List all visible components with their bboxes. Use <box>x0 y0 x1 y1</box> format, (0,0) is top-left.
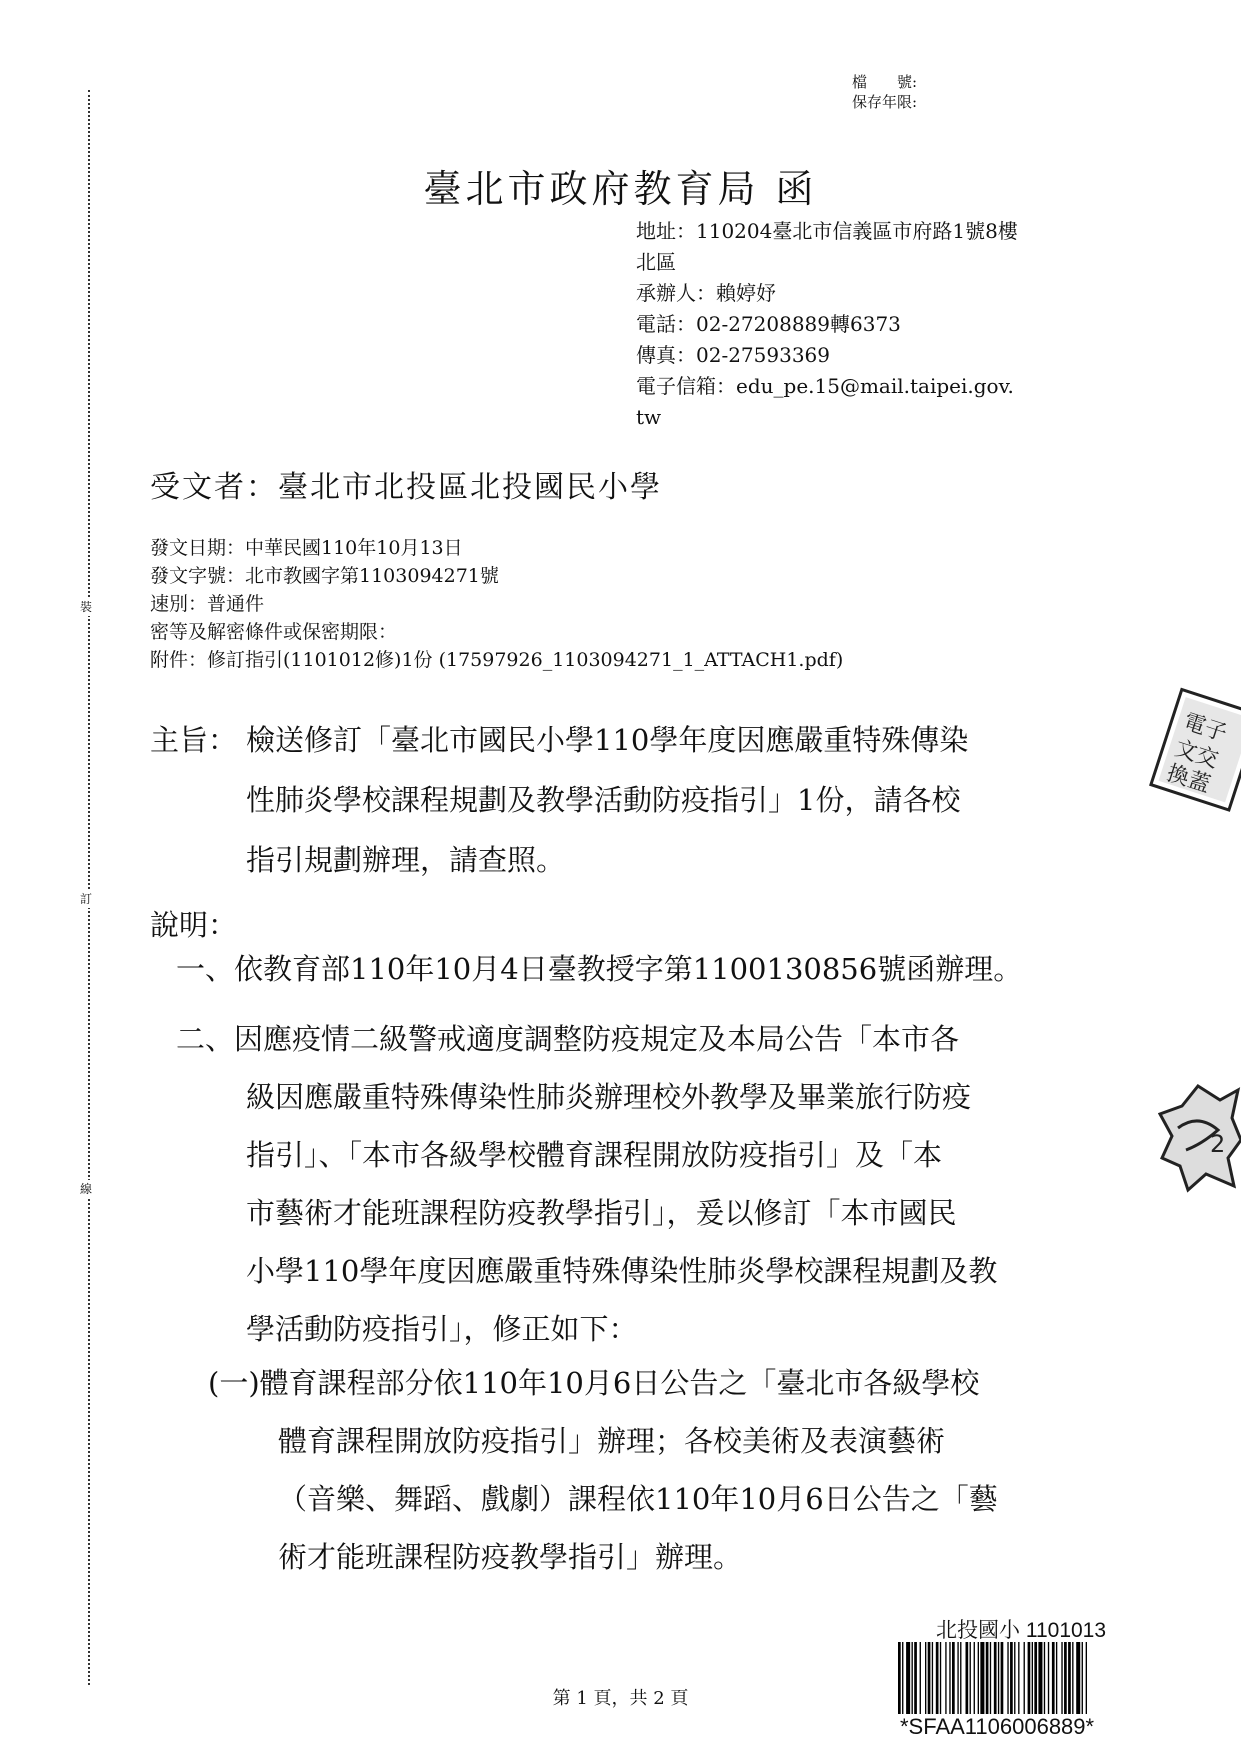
svg-text:文交: 文交 <box>1171 736 1222 774</box>
address: 地址：110204臺北市信義區市府路1號8樓 <box>636 219 1018 243</box>
barcode-bar <box>1024 1642 1025 1714</box>
barcode-bar <box>1064 1642 1067 1714</box>
barcode-bar <box>1068 1642 1071 1714</box>
barcode-bar <box>936 1642 939 1714</box>
file-meta <box>852 72 917 112</box>
handler: 承辦人：賴婷妤 <box>636 281 776 305</box>
sub1-line: (一)體育課程部分依110年10月6日公告之「臺北市各級學校 <box>208 1366 980 1400</box>
document-title: 臺北市政府教育局 函 <box>423 167 818 211</box>
security-level: 密等及解密條件或保密期限： <box>150 621 398 643</box>
item2-line: 學活動防疫指引」，修正如下： <box>246 1312 638 1346</box>
issuance-info <box>150 534 843 674</box>
barcode-bar <box>1056 1642 1057 1714</box>
binding-mark-zhuang: 裝 <box>80 600 93 614</box>
barcode-number: *SFAA1106006889* <box>900 1714 1095 1739</box>
seal-stamp-number: 2 <box>1210 1130 1226 1158</box>
description-label: 說明： <box>150 908 238 942</box>
barcode-bar <box>994 1642 997 1714</box>
barcode-bar <box>1052 1642 1055 1714</box>
description-item-1: 一、依教育部110年10月4日臺教授字第1100130856號函辦理。 <box>176 952 1023 986</box>
barcode-bar <box>945 1642 946 1714</box>
barcode-bar <box>925 1642 926 1714</box>
item2-line: 市藝術才能班課程防疫教學指引」，爰以修訂「本市國民 <box>246 1196 957 1230</box>
barcode-bar <box>1044 1642 1045 1714</box>
barcode-bar <box>940 1642 941 1714</box>
retention-label: 保存年限: <box>852 93 918 111</box>
binding-dotted-line <box>88 90 100 1685</box>
binding-mark-ding: 訂 <box>80 892 93 906</box>
barcode-bar <box>1076 1642 1080 1714</box>
speed: 速別：普通件 <box>150 593 265 615</box>
barcode-bar <box>986 1642 989 1714</box>
barcode-bar <box>1032 1642 1033 1714</box>
barcode-bar <box>1010 1642 1013 1714</box>
svg-text:換蓋: 換蓋 <box>1163 760 1214 799</box>
barcode-bar <box>914 1642 917 1714</box>
subject-line: 指引規劃辦理，請查照。 <box>246 843 566 877</box>
sub1-line: 術才能班課程防疫教學指引」辦理。 <box>278 1540 743 1574</box>
barcode-bar <box>974 1642 975 1714</box>
issue-number: 發文字號：北市教國字第1103094271號 <box>150 565 499 587</box>
item2-line: 小學110學年度因應嚴重特殊傳染性肺炎學校課程規劃及教 <box>246 1254 998 1288</box>
barcode <box>898 1642 1144 1714</box>
item2-line: 二、因應疫情二級警戒適度調整防疫規定及本局公告「本市各 <box>176 1022 960 1056</box>
barcode-bar <box>902 1642 903 1714</box>
barcode-bar <box>928 1642 931 1714</box>
contact-block <box>636 216 1096 433</box>
description-item-2 <box>176 1010 1096 1358</box>
barcode-bar <box>1061 1642 1062 1714</box>
subject-label: 主旨： <box>150 723 238 757</box>
barcode-bar <box>1007 1642 1008 1714</box>
issue-date: 發文日期：中華民國110年10月13日 <box>150 537 463 559</box>
barcode-bar <box>952 1642 955 1714</box>
barcode-bar <box>957 1642 958 1714</box>
item2-line: 級因應嚴重特殊傳染性肺炎辦理校外教學及畢業旅行防疫 <box>246 1080 972 1114</box>
recipient: 受文者：臺北市北投區北投國民小學 <box>150 470 662 505</box>
barcode-bar <box>1086 1642 1087 1714</box>
svg-text:電子: 電子 <box>1180 709 1230 747</box>
sub1-line: （音樂、舞蹈、戲劇）課程依110年10月6日公告之「藝 <box>278 1482 998 1516</box>
subject-section <box>150 710 1090 890</box>
barcode-bar <box>978 1642 979 1714</box>
email: 電子信箱：edu_pe.15@mail.taipei.gov. <box>636 374 1014 398</box>
seal-stamp <box>1158 1078 1241 1198</box>
barcode-bar <box>1082 1642 1083 1714</box>
fax: 傳真：02-27593369 <box>636 343 831 367</box>
attachment: 附件：修訂指引(1101012修)1份 (17597926_1103094271_1_ATTACH1.pdf) <box>150 649 844 671</box>
sub1-line: 體育課程開放防疫指引」辦理；各校美術及表演藝術 <box>278 1424 946 1458</box>
barcode-bar <box>912 1642 913 1714</box>
barcode-title: 北投國小 1101013 <box>936 1619 1107 1642</box>
barcode-bar <box>1018 1642 1019 1714</box>
barcode-bar <box>1028 1642 1031 1714</box>
email-line2: tw <box>636 405 662 429</box>
barcode-bar <box>1072 1642 1073 1714</box>
file-number-label: 檔 號: <box>852 73 918 91</box>
phone: 電話：02-27208889轉6373 <box>636 312 901 336</box>
barcode-bar <box>970 1642 971 1714</box>
barcode-bar <box>906 1642 910 1714</box>
barcode-bar <box>920 1642 921 1714</box>
binding-mark-xian: 線 <box>80 1182 93 1196</box>
description-subitem-1 <box>208 1354 1096 1586</box>
barcode-bar <box>960 1642 961 1714</box>
barcode-bar <box>1001 1642 1004 1714</box>
barcode-bar <box>1038 1642 1042 1714</box>
barcode-bar <box>1034 1642 1037 1714</box>
address-line2: 北區 <box>636 250 676 274</box>
barcode-bar <box>932 1642 933 1714</box>
electronic-exchange-stamp <box>1146 686 1241 816</box>
item2-line: 指引」、「本市各級學校體育課程開放防疫指引」及「本 <box>246 1138 943 1172</box>
barcode-bar <box>1048 1642 1049 1714</box>
barcode-bar <box>990 1642 991 1714</box>
barcode-bar <box>898 1642 901 1714</box>
barcode-bar <box>998 1642 999 1714</box>
page-indicator: 第 1 頁，共 2 頁 <box>552 1688 689 1709</box>
barcode-bar <box>1014 1642 1015 1714</box>
barcode-bar <box>949 1642 950 1714</box>
subject-line: 檢送修訂「臺北市國民小學110學年度因應嚴重特殊傳染 <box>246 723 969 757</box>
barcode-bar <box>980 1642 984 1714</box>
subject-line: 性肺炎學校課程規劃及教學活動防疫指引」1份，請各校 <box>246 783 961 817</box>
barcode-bar <box>966 1642 969 1714</box>
